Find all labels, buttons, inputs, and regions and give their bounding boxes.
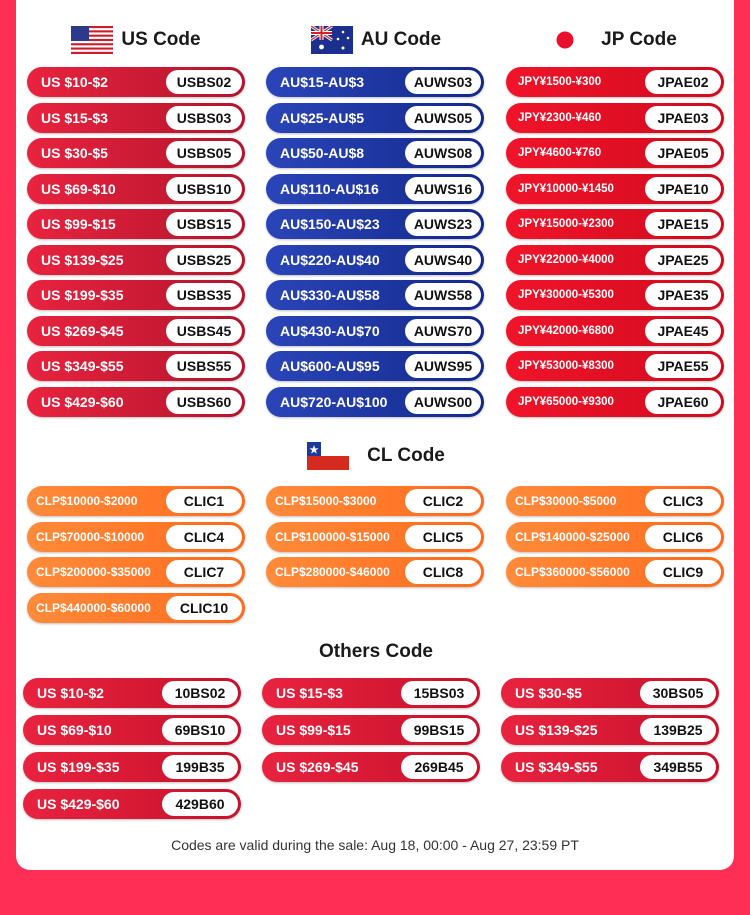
- coupon-code[interactable]: AUWS70: [405, 319, 481, 343]
- au-coupon-8[interactable]: [266, 316, 484, 346]
- coupon-range: JPY¥22000-¥4000: [518, 253, 614, 266]
- cl-coupon-6[interactable]: [506, 522, 724, 552]
- coupon-range: JPY¥53000-¥8300: [518, 360, 614, 372]
- coupon-range: CLP$70000-$10000: [36, 529, 145, 544]
- coupon-code[interactable]: JPAE15: [645, 212, 721, 236]
- others-coupon-2[interactable]: [262, 678, 480, 708]
- jp-coupon-6[interactable]: [506, 245, 724, 275]
- coupon-code[interactable]: 10BS02: [162, 681, 238, 705]
- jp-coupon-2[interactable]: [506, 103, 724, 133]
- coupon-range: AU$15-AU$3: [280, 74, 365, 90]
- coupon-code[interactable]: AUWS00: [405, 390, 481, 414]
- us-coupon-9[interactable]: [27, 351, 245, 381]
- jp-coupon-7[interactable]: [506, 280, 724, 310]
- coupon-code[interactable]: USBS25: [166, 248, 242, 272]
- coupon-code[interactable]: JPAE05: [645, 141, 721, 165]
- us-coupon-10[interactable]: [27, 387, 245, 417]
- us-coupon-3[interactable]: [27, 138, 245, 168]
- cl-coupon-1[interactable]: [27, 486, 245, 516]
- coupon-range: JPY¥1500-¥300: [518, 76, 602, 88]
- others-coupon-6[interactable]: [501, 715, 719, 745]
- coupon-code[interactable]: USBS05: [166, 141, 242, 165]
- coupon-code[interactable]: 349B55: [640, 755, 716, 779]
- jp-coupon-4[interactable]: [506, 174, 724, 204]
- cl-coupon-4[interactable]: [27, 522, 245, 552]
- coupon-code[interactable]: CLIC2: [405, 489, 481, 513]
- coupon-range: AU$220-AU$40: [280, 251, 380, 268]
- us-coupon-4[interactable]: [27, 174, 245, 204]
- coupon-range: AU$430-AU$70: [280, 322, 380, 339]
- others-coupon-8[interactable]: [262, 752, 480, 782]
- us-coupon-5[interactable]: [27, 209, 245, 239]
- jp-code-title: JP Code: [601, 29, 677, 50]
- au-code-title: AU Code: [360, 29, 442, 50]
- coupon-range: JPY¥42000-¥6800: [518, 324, 614, 337]
- coupon-range: CLP$200000-$35000: [36, 565, 151, 579]
- coupon-range: JPY¥65000-¥9300: [518, 395, 614, 408]
- coupon-range: US $269-$45: [276, 759, 359, 775]
- coupon-range: CLP$280000-$46000: [275, 565, 390, 579]
- coupon-range: US $349-$55: [515, 759, 598, 775]
- coupon-range: US $10-$2: [41, 74, 108, 90]
- coupon-code[interactable]: 429B60: [162, 792, 238, 816]
- au-coupon-2[interactable]: [266, 103, 484, 133]
- coupon-range: US $429-$60: [41, 393, 124, 410]
- coupon-code[interactable]: CLIC5: [405, 525, 481, 549]
- au-flag-icon: [311, 26, 353, 54]
- cl-coupon-5[interactable]: [266, 522, 484, 552]
- coupon-code[interactable]: USBS10: [166, 177, 242, 201]
- us-coupon-1[interactable]: [27, 67, 245, 97]
- coupon-range: CLP$30000-$5000: [515, 494, 617, 508]
- au-coupon-10[interactable]: [266, 387, 484, 417]
- coupon-range: JPY¥10000-¥1450: [518, 182, 614, 195]
- coupon-code[interactable]: JPAE03: [645, 106, 721, 130]
- coupon-code[interactable]: 15BS03: [401, 681, 477, 705]
- others-coupon-4[interactable]: [23, 715, 241, 745]
- coupon-code[interactable]: JPAE35: [645, 283, 721, 307]
- coupon-code[interactable]: AUWS08: [405, 141, 481, 165]
- coupon-range: CLP$140000-$25000: [515, 529, 630, 544]
- others-code-title: Others Code: [318, 641, 434, 662]
- coupon-code[interactable]: 99BS15: [401, 718, 477, 742]
- coupon-range: CLP$440000-$60000: [36, 600, 151, 615]
- au-coupon-7[interactable]: [266, 280, 484, 310]
- coupon-code[interactable]: AUWS05: [405, 106, 481, 130]
- others-coupon-1[interactable]: [23, 678, 241, 708]
- us-code-title: US Code: [121, 29, 201, 50]
- au-code-header: [266, 24, 486, 56]
- others-coupon-9[interactable]: [501, 752, 719, 782]
- coupon-code[interactable]: AUWS58: [405, 283, 481, 307]
- coupon-range: CLP$100000-$15000: [275, 529, 390, 544]
- coupon-code[interactable]: AUWS03: [405, 70, 481, 94]
- au-coupon-5[interactable]: [266, 209, 484, 239]
- coupon-code[interactable]: AUWS95: [405, 354, 481, 378]
- coupon-range: US $349-$55: [41, 358, 124, 374]
- coupon-code[interactable]: CLIC7: [166, 560, 242, 584]
- others-coupon-7[interactable]: [23, 752, 241, 782]
- au-coupon-3[interactable]: [266, 138, 484, 168]
- us-coupon-7[interactable]: [27, 280, 245, 310]
- coupon-range: US $139-$25: [41, 251, 124, 268]
- others-code-header: [266, 636, 486, 668]
- cl-coupon-2[interactable]: [266, 486, 484, 516]
- coupon-code[interactable]: USBS15: [166, 212, 242, 236]
- coupon-code[interactable]: AUWS16: [405, 177, 481, 201]
- coupon-card: [16, 0, 734, 870]
- coupon-range: US $69-$10: [37, 722, 112, 738]
- coupon-range: AU$720-AU$100: [280, 393, 388, 410]
- validity-note: Codes are valid during the sale: Aug 18, 00:00 - Aug 27, 23:59 PT: [171, 837, 579, 853]
- cl-code-header: [266, 440, 486, 472]
- coupon-code[interactable]: JPAE60: [645, 390, 721, 414]
- coupon-range: AU$110-AU$16: [280, 180, 379, 197]
- jp-flag-icon: [555, 30, 575, 50]
- coupon-range: JPY¥15000-¥2300: [518, 218, 614, 230]
- cl-flag-icon: [307, 442, 349, 470]
- coupon-range: US $429-$60: [37, 796, 120, 812]
- coupon-range: AU$330-AU$58: [280, 287, 380, 303]
- cl-coupon-9[interactable]: [506, 557, 724, 587]
- us-coupon-6[interactable]: [27, 245, 245, 275]
- coupon-range: AU$600-AU$95: [280, 358, 380, 374]
- coupon-code[interactable]: USBS60: [166, 390, 242, 414]
- cl-coupon-3[interactable]: [506, 486, 724, 516]
- coupon-range: US $199-$35: [41, 287, 124, 303]
- coupon-code[interactable]: USBS45: [166, 319, 242, 343]
- coupon-range: US $269-$45: [41, 322, 124, 339]
- coupon-range: US $99-$15: [276, 722, 351, 738]
- coupon-range: US $15-$3: [276, 685, 343, 701]
- coupon-code[interactable]: 199B35: [162, 755, 238, 779]
- coupon-range: CLP$360000-$56000: [515, 565, 630, 579]
- coupon-code[interactable]: USBS55: [166, 354, 242, 378]
- coupon-range: JPY¥2300-¥460: [518, 111, 602, 124]
- coupon-range: AU$25-AU$5: [280, 109, 365, 126]
- coupon-code[interactable]: 69BS10: [162, 718, 238, 742]
- us-coupon-2[interactable]: [27, 103, 245, 133]
- jp-coupon-3[interactable]: [506, 138, 724, 168]
- coupon-range: JPY¥30000-¥5300: [518, 289, 614, 301]
- cl-coupon-10[interactable]: [27, 593, 245, 623]
- coupon-code[interactable]: CLIC1: [166, 489, 242, 513]
- coupon-code[interactable]: JPAE25: [645, 248, 721, 272]
- coupon-code[interactable]: AUWS40: [405, 248, 481, 272]
- coupon-code[interactable]: JPAE55: [645, 354, 721, 378]
- au-coupon-1[interactable]: [266, 67, 484, 97]
- coupon-range: US $15-$3: [41, 109, 108, 126]
- coupon-code[interactable]: JPAE45: [645, 319, 721, 343]
- coupon-code[interactable]: 30BS05: [640, 681, 716, 705]
- coupon-range: US $139-$25: [515, 722, 598, 738]
- coupon-code[interactable]: 139B25: [640, 718, 716, 742]
- coupon-code[interactable]: CLIC6: [645, 525, 721, 549]
- coupon-range: US $30-$5: [41, 145, 108, 161]
- coupon-range: CLP$10000-$2000: [36, 494, 138, 508]
- coupon-code[interactable]: CLIC8: [405, 560, 481, 584]
- coupon-code[interactable]: CLIC4: [166, 525, 242, 549]
- coupon-code[interactable]: 269B45: [401, 755, 477, 779]
- cl-code-title: CL Code: [367, 445, 445, 466]
- cl-coupon-8[interactable]: [266, 557, 484, 587]
- coupon-code[interactable]: USBS03: [166, 106, 242, 130]
- coupon-code[interactable]: USBS35: [166, 283, 242, 307]
- coupon-code[interactable]: CLIC10: [166, 596, 242, 620]
- coupon-range: US $69-$10: [41, 180, 116, 197]
- jp-coupon-9[interactable]: [506, 351, 724, 381]
- coupon-code[interactable]: CLIC3: [645, 489, 721, 513]
- coupon-code[interactable]: CLIC9: [645, 560, 721, 584]
- jp-coupon-10[interactable]: [506, 387, 724, 417]
- coupon-range: JPY¥4600-¥760: [518, 147, 602, 159]
- coupon-range: US $10-$2: [37, 685, 104, 701]
- coupon-range: CLP$15000-$3000: [275, 494, 377, 508]
- others-coupon-5[interactable]: [262, 715, 480, 745]
- jp-coupon-8[interactable]: [506, 316, 724, 346]
- jp-coupon-5[interactable]: [506, 209, 724, 239]
- jp-coupon-1[interactable]: [506, 67, 724, 97]
- coupon-range: US $99-$15: [41, 216, 116, 232]
- coupon-range: AU$150-AU$23: [280, 216, 380, 232]
- au-coupon-6[interactable]: [266, 245, 484, 275]
- au-coupon-4[interactable]: [266, 174, 484, 204]
- coupon-code[interactable]: USBS02: [166, 70, 242, 94]
- us-flag-icon: [71, 26, 113, 54]
- coupon-code[interactable]: JPAE02: [645, 70, 721, 94]
- coupon-range: US $30-$5: [515, 685, 582, 701]
- coupon-code[interactable]: JPAE10: [645, 177, 721, 201]
- jp-code-header: [506, 24, 726, 56]
- cl-coupon-7[interactable]: [27, 557, 245, 587]
- coupon-range: AU$50-AU$8: [280, 145, 365, 161]
- others-coupon-3[interactable]: [501, 678, 719, 708]
- coupon-range: US $199-$35: [37, 759, 120, 775]
- us-coupon-8[interactable]: [27, 316, 245, 346]
- others-coupon-10[interactable]: [23, 789, 241, 819]
- coupon-code[interactable]: AUWS23: [405, 212, 481, 236]
- us-code-header: [26, 24, 246, 56]
- au-coupon-9[interactable]: [266, 351, 484, 381]
